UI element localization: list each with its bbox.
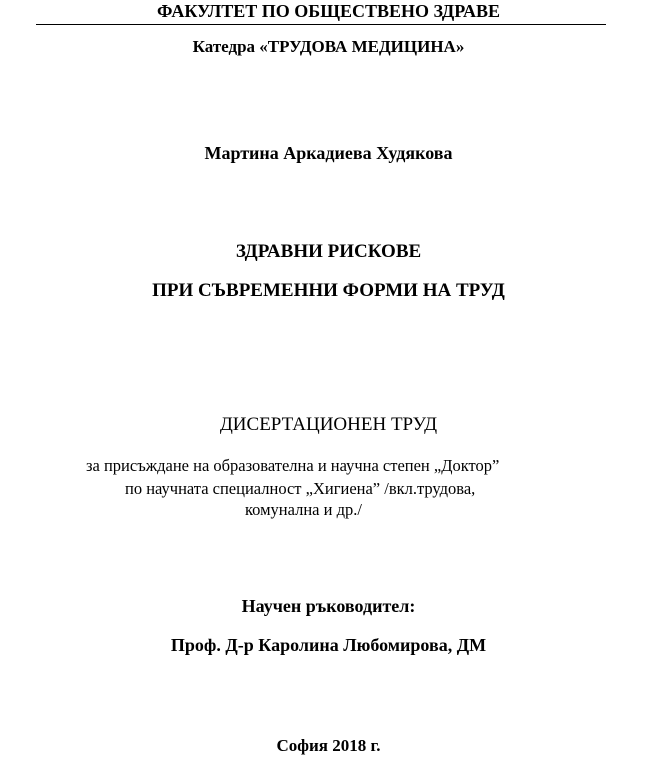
author-name: Мартина Аркадиева Худякова bbox=[204, 143, 453, 163]
purpose-line-2: по научната специалност „Хигиена” /вкл.трудова, bbox=[125, 479, 476, 498]
document-type: ДИСЕРТАЦИОНЕН ТРУД bbox=[219, 414, 438, 435]
purpose-line-3: комунална и др./ bbox=[245, 500, 362, 519]
supervisor-label: Научен ръководител: bbox=[241, 596, 416, 616]
header-divider bbox=[36, 24, 606, 25]
purpose-line-1: за присъждане на образователна и научна степен „Доктор” bbox=[86, 456, 500, 475]
thesis-title-line-1: ЗДРАВНИ РИСКОВЕ bbox=[235, 241, 422, 262]
thesis-title-line-2: ПРИ СЪВРЕМЕННИ ФОРМИ НА ТРУД bbox=[152, 280, 505, 301]
city-year: София 2018 г. bbox=[276, 736, 381, 755]
supervisor-name: Проф. Д-р Каролина Любомирова, ДМ bbox=[170, 635, 487, 655]
faculty-name: ФАКУЛТЕТ ПО ОБЩЕСТВЕНО ЗДРАВЕ bbox=[157, 1, 500, 21]
department-name: Катедра «ТРУДОВА МЕДИЦИНА» bbox=[192, 37, 465, 56]
